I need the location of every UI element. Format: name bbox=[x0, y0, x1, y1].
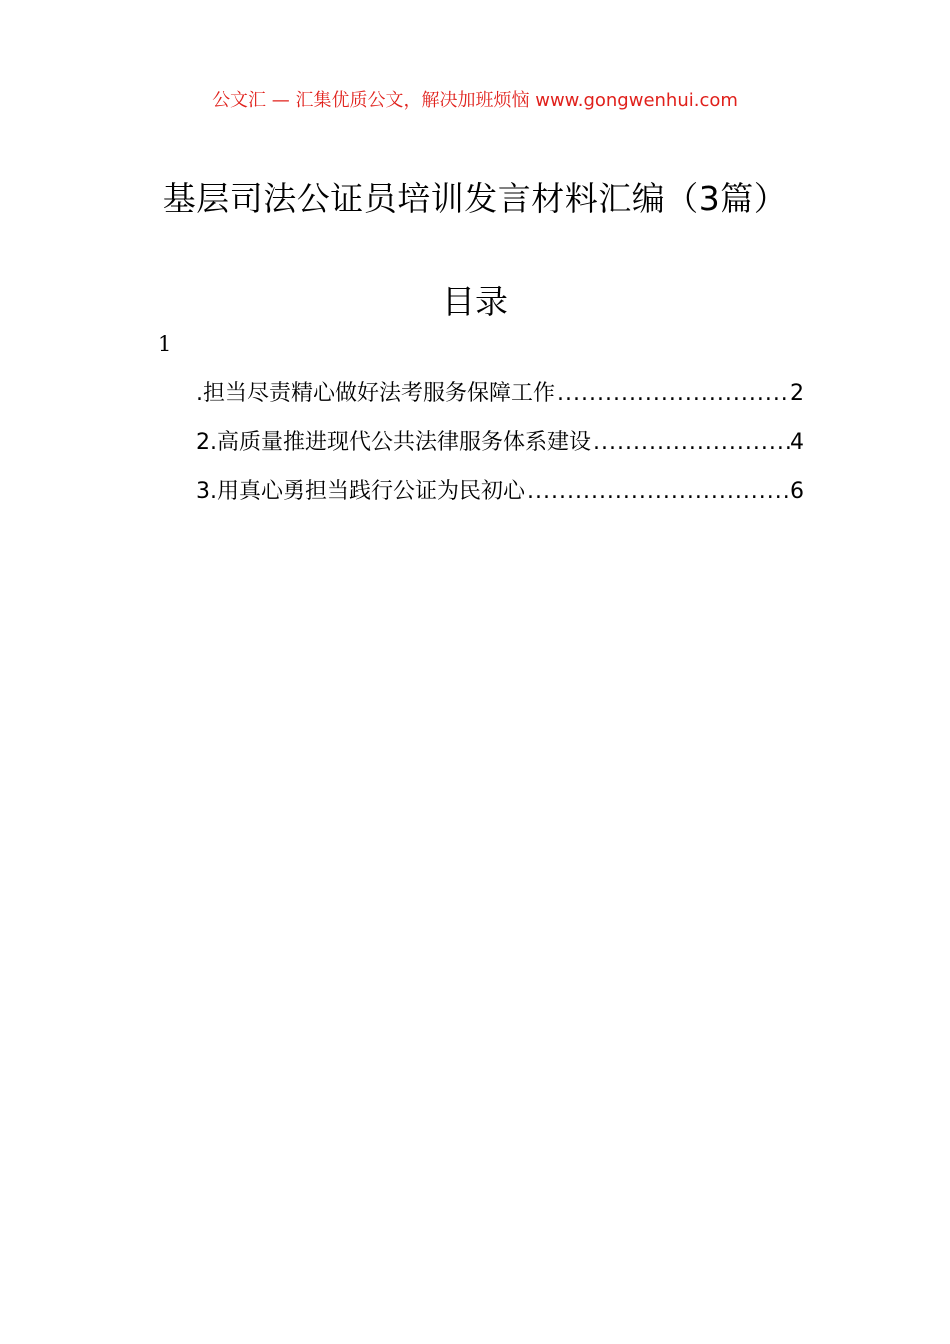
site-banner: 公文汇 — 汇集优质公文，解决加班烦恼 www.gongwenhui.com bbox=[212, 90, 738, 111]
toc-entry[interactable] bbox=[196, 474, 804, 523]
toc-entry-page: 4 bbox=[790, 430, 804, 455]
table-of-contents bbox=[196, 376, 804, 523]
dot-leader bbox=[591, 430, 790, 455]
document-title: 基层司法公证员培训发言材料汇编（3篇） bbox=[162, 179, 788, 218]
toc-entry-title: 3.用真心勇担当践行公证为民初心 bbox=[196, 479, 525, 504]
toc-entry-title: 2.高质量推进现代公共法律服务体系建设 bbox=[196, 430, 591, 455]
toc-entry-page: 6 bbox=[790, 479, 804, 504]
dot-leader bbox=[555, 381, 790, 406]
toc-entry[interactable] bbox=[196, 425, 804, 474]
toc-heading: 目录 bbox=[442, 282, 508, 321]
toc-entry-title: .担当尽责精心做好法考服务保障工作 bbox=[196, 381, 555, 406]
list-number: 1 bbox=[158, 332, 172, 356]
dot-leader bbox=[525, 479, 790, 504]
toc-entry[interactable] bbox=[196, 376, 804, 425]
toc-entry-page: 2 bbox=[790, 381, 804, 406]
